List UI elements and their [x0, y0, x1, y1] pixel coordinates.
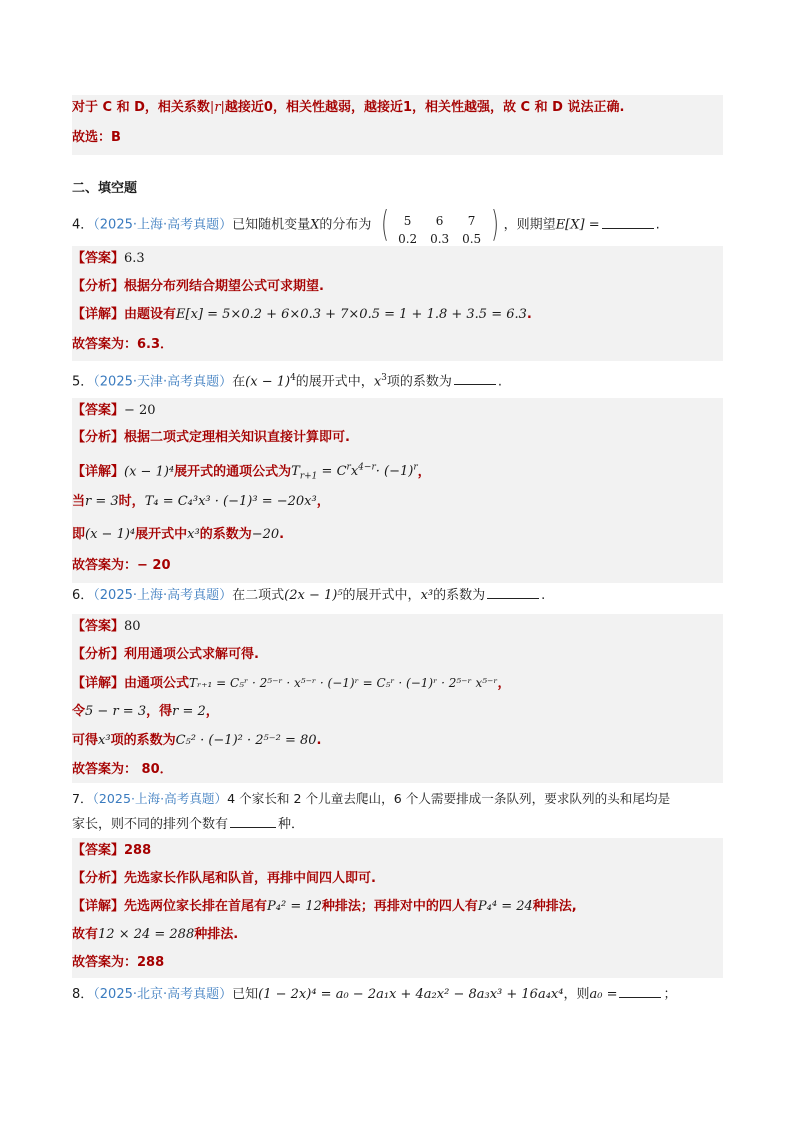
q6-blank — [487, 586, 539, 599]
q4-answer: 【答案】6.3 — [72, 251, 145, 266]
q5-blank — [454, 372, 496, 385]
q8-stem: 8．（2025·北京·高考真题）已知(1 − 2x)⁴ = a₀ − 2a₁x + 4a₂x² − 8a₃x³ + 16a₄x⁴，则a₀ = ； — [72, 987, 677, 1002]
q6-step3: 可得x³项的系数为C₅² · (−1)² · 2⁵⁻² = 80. — [72, 733, 322, 748]
q5-answer: 【答案】− 20 — [72, 403, 156, 418]
q6-analysis: 【分析】利用通项公式求解可得. — [72, 647, 259, 662]
q5-stem: 5．（2025·天津·高考真题）在$(x - 1)^4$的展开式中，$x^3$项的系数为 . — [72, 373, 503, 390]
q5-analysis: 【分析】根据二项式定理相关知识直接计算即可. — [72, 430, 350, 445]
q4-analysis: 【分析】根据分布列结合期望公式可求期望. — [72, 279, 324, 294]
distribution-matrix: ( 5 6 7 0.2 0.3 0.5 ) — [380, 204, 499, 246]
q8-blank — [619, 985, 661, 998]
q7-answer: 【答案】288 — [72, 843, 152, 858]
q4-source: （2025·上海·高考真题） — [93, 217, 233, 233]
q5-conclusion: 故答案为：− 20 — [72, 558, 171, 573]
q5-step2: 当r = 3时，T₄ = C₄³x³ · (−1)³ = −20x³， — [72, 494, 330, 509]
q5-step3: 即(x − 1)⁴展开式中x³的系数为−20. — [72, 527, 285, 542]
q7-blank — [230, 815, 276, 828]
q5-detail: 【详解】(x − 1)⁴展开式的通项公式为$T_{r+1} = C^rx^{4-r}\cdot (-1)^r$， — [72, 463, 431, 482]
q4-conclusion: 故答案为：6.3． — [72, 337, 174, 352]
q6-step2: 令5 − r = 3，得r = 2， — [72, 704, 219, 719]
q3-tail-line1: 对于 C 和 D，相关系数|r|越接近0，相关性越弱，越接近1，相关性越强，故 C 和 D 说法正确. — [72, 100, 625, 115]
q3-choice: 故选：B — [72, 130, 121, 145]
q6-solution-block — [72, 614, 723, 783]
q7-step2: 故有12 × 24 = 288种排法. — [72, 927, 239, 942]
q7-analysis: 【分析】先选家长作队尾和队首，再排中间四人即可. — [72, 871, 376, 886]
q6-answer: 【答案】80 — [72, 619, 141, 634]
q7-stem-line2: 家长，则不同的排列个数有 种． — [72, 817, 305, 832]
q6-conclusion: 故答案为： 80． — [72, 762, 173, 777]
q6-stem: 6．（2025·上海·高考真题）在二项式(2x − 1)⁵的展开式中，x³的系数为 . — [72, 588, 546, 603]
q4-detail: 【详解】由题设有E[x] = 5×0.2 + 6×0.3 + 7×0.5 = 1 + 1.8 + 3.5 = 6.3. — [72, 307, 532, 322]
section-title: 二、填空题 — [72, 181, 138, 196]
q4-blank — [602, 216, 654, 229]
q7-detail: 【详解】先选两位家长排在首尾有P₄² = 12种排法；再排对中的四人有P₄⁴ = 24种排法, — [72, 899, 577, 914]
q6-detail: 【详解】由通项公式Tᵣ₊₁ = C₅ʳ · 2⁵⁻ʳ · x⁵⁻ʳ · (−1)ʳ = C₅ʳ · (−1)ʳ · 2⁵⁻ʳ x⁵⁻ʳ， — [72, 676, 511, 691]
q7-stem-line1: 7．（2025·上海·高考真题）4 个家长和 2 个儿童去爬山，6 个人需要排成一条队列，要求队列的头和尾均是 — [72, 791, 671, 806]
q4-stem: 4．（2025·上海·高考真题）已知随机变量X的分布为 ( 5 6 7 0.2 0.3 0.5 ) ，则期望E[X] = . — [72, 204, 660, 246]
q7-conclusion: 故答案为：288 — [72, 955, 165, 970]
